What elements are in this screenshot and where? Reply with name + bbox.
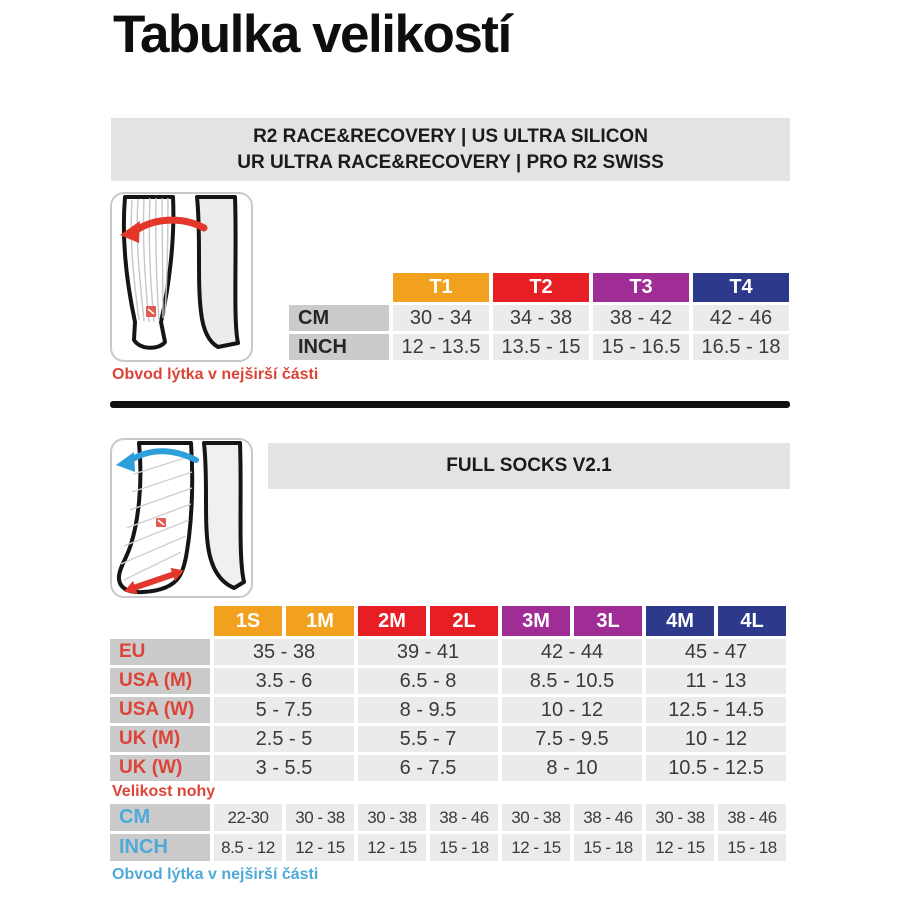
table-row-cm bbox=[289, 305, 789, 331]
size-column-1s: 1S bbox=[214, 606, 282, 636]
sock-size-table bbox=[110, 606, 786, 781]
page-title: Tabulka velikostí bbox=[113, 5, 511, 64]
row-label-cm: CM bbox=[110, 804, 210, 831]
sock-drawing bbox=[112, 440, 251, 596]
size-column-1m: 1M bbox=[286, 606, 354, 636]
table-cell: 35 - 38 bbox=[214, 639, 354, 665]
table-cell: 39 - 41 bbox=[358, 639, 498, 665]
sock-calf-table bbox=[110, 804, 786, 861]
table-cell: 15 - 18 bbox=[718, 834, 786, 861]
table-cell: 10 - 12 bbox=[646, 726, 786, 752]
size-column-3l: 3L bbox=[574, 606, 642, 636]
table-cell: 10 - 12 bbox=[502, 697, 642, 723]
table-cell: 30 - 38 bbox=[358, 804, 426, 831]
table-cell: 42 - 44 bbox=[502, 639, 642, 665]
table-cell: 38 - 46 bbox=[718, 804, 786, 831]
calf-size-table bbox=[289, 273, 789, 360]
table-cell: 16.5 - 18 bbox=[693, 334, 789, 360]
table-row-usa-w bbox=[110, 697, 786, 723]
size-column-t4: T4 bbox=[693, 273, 789, 302]
table-cell: 12 - 15 bbox=[502, 834, 570, 861]
size-column-t2: T2 bbox=[493, 273, 589, 302]
table-cell: 7.5 - 9.5 bbox=[502, 726, 642, 752]
row-label-uk-w: UK (W) bbox=[110, 755, 210, 781]
sock-calf-caption: Obvod lýtka v nejširší části bbox=[112, 866, 319, 883]
section1-header-line2: UR ULTRA RACE&RECOVERY | PRO R2 SWISS bbox=[237, 152, 664, 173]
header-spacer bbox=[289, 273, 389, 302]
table-cell: 30 - 38 bbox=[646, 804, 714, 831]
table-row-uk-w bbox=[110, 755, 786, 781]
row-label-inch: INCH bbox=[110, 834, 210, 861]
table-cell: 5.5 - 7 bbox=[358, 726, 498, 752]
table-cell: 3 - 5.5 bbox=[214, 755, 354, 781]
table-header-row bbox=[110, 606, 786, 636]
table-cell: 10.5 - 12.5 bbox=[646, 755, 786, 781]
table-cell: 38 - 42 bbox=[593, 305, 689, 331]
table-cell: 45 - 47 bbox=[646, 639, 786, 665]
table-cell: 34 - 38 bbox=[493, 305, 589, 331]
size-column-4m: 4M bbox=[646, 606, 714, 636]
table-cell: 12.5 - 14.5 bbox=[646, 697, 786, 723]
table-cell: 30 - 38 bbox=[502, 804, 570, 831]
sock-measurement-illustration bbox=[110, 438, 253, 598]
size-column-3m: 3M bbox=[502, 606, 570, 636]
table-cell: 11 - 13 bbox=[646, 668, 786, 694]
table-cell: 2.5 - 5 bbox=[214, 726, 354, 752]
table-cell: 6.5 - 8 bbox=[358, 668, 498, 694]
size-column-2m: 2M bbox=[358, 606, 426, 636]
size-column-2l: 2L bbox=[430, 606, 498, 636]
table-cell: 12 - 13.5 bbox=[393, 334, 489, 360]
table-cell: 15 - 18 bbox=[430, 834, 498, 861]
table-header-row bbox=[289, 273, 789, 302]
section1-header-line1: R2 RACE&RECOVERY | US ULTRA SILICON bbox=[253, 126, 648, 147]
table-cell: 30 - 34 bbox=[393, 305, 489, 331]
section-divider bbox=[110, 401, 790, 408]
table-row-inch bbox=[289, 334, 789, 360]
table-row-usa-m bbox=[110, 668, 786, 694]
table-cell: 3.5 - 6 bbox=[214, 668, 354, 694]
table-cell: 30 - 38 bbox=[286, 804, 354, 831]
section2-header: FULL SOCKS V2.1 bbox=[268, 443, 790, 489]
section1-header bbox=[111, 118, 790, 181]
table-cell: 6 - 7.5 bbox=[358, 755, 498, 781]
header-spacer bbox=[110, 606, 210, 636]
table-cell: 38 - 46 bbox=[430, 804, 498, 831]
row-label-cm: CM bbox=[289, 305, 389, 331]
calf-legs-drawing bbox=[112, 194, 251, 360]
table-cell: 12 - 15 bbox=[286, 834, 354, 861]
table-cell: 38 - 46 bbox=[574, 804, 642, 831]
size-column-t1: T1 bbox=[393, 273, 489, 302]
row-label-eu: EU bbox=[110, 639, 210, 665]
table-cell: 12 - 15 bbox=[646, 834, 714, 861]
table-cell: 15 - 18 bbox=[574, 834, 642, 861]
row-label-usa-m: USA (M) bbox=[110, 668, 210, 694]
row-label-uk-m: UK (M) bbox=[110, 726, 210, 752]
size-column-t3: T3 bbox=[593, 273, 689, 302]
size-column-4l: 4L bbox=[718, 606, 786, 636]
row-label-inch: INCH bbox=[289, 334, 389, 360]
table-row-inch bbox=[110, 834, 786, 861]
table-row-eu bbox=[110, 639, 786, 665]
table-cell: 8 - 9.5 bbox=[358, 697, 498, 723]
table-cell: 5 - 7.5 bbox=[214, 697, 354, 723]
table-cell: 15 - 16.5 bbox=[593, 334, 689, 360]
table-cell: 8.5 - 12 bbox=[214, 834, 282, 861]
table-cell: 12 - 15 bbox=[358, 834, 426, 861]
table-cell: 13.5 - 15 bbox=[493, 334, 589, 360]
foot-size-caption: Velikost nohy bbox=[112, 783, 216, 800]
table-cell: 8 - 10 bbox=[502, 755, 642, 781]
table-cell: 22-30 bbox=[214, 804, 282, 831]
row-label-usa-w: USA (W) bbox=[110, 697, 210, 723]
calf-measurement-illustration bbox=[110, 192, 253, 362]
table-cell: 42 - 46 bbox=[693, 305, 789, 331]
table-row-cm bbox=[110, 804, 786, 831]
table-cell: 8.5 - 10.5 bbox=[502, 668, 642, 694]
table-row-uk-m bbox=[110, 726, 786, 752]
calf-caption: Obvod lýtka v nejširší části bbox=[112, 366, 319, 383]
